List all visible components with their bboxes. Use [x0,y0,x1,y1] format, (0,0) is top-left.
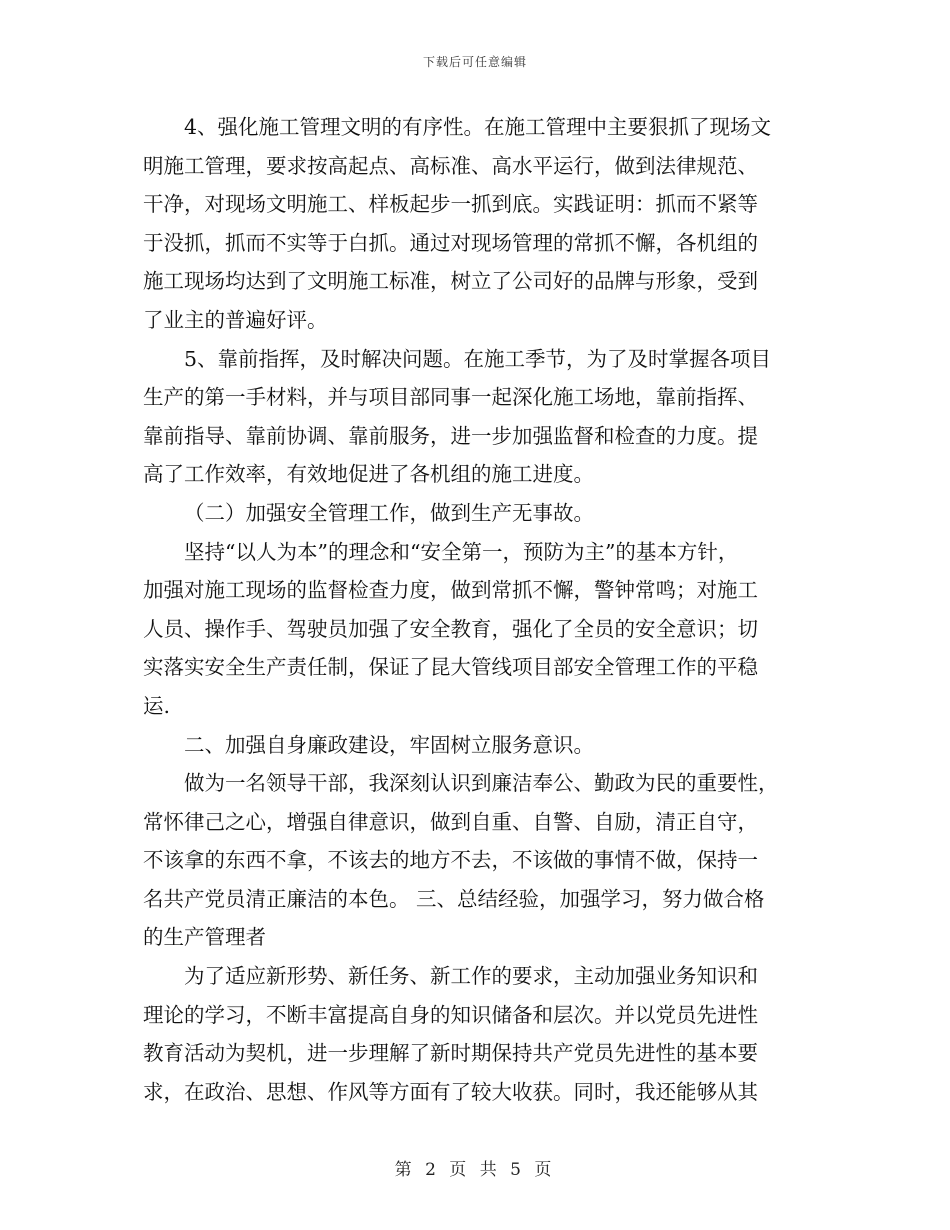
text-line: 生产的第一手材料，并与项目部同事一起深化施工场地，靠前指挥、 [143,385,758,410]
page-header: 下载后可任意编辑 [422,55,527,69]
text-line: 名共产党员清正廉洁的本色。 三、总结经验，加强学习，努力做合格 [143,886,765,911]
text-line: 二、加强自身廉政建设，牢固树立服务意识。 [184,732,594,757]
text-line: 不该拿的东西不拿，不该去的地方不去，不该做的事情不做，保持一 [143,848,758,873]
text-line: 4、强化施工管理文明的有序性。在施工管理中主要狠抓了现场文 [184,115,772,139]
section-heading-integrity [143,726,803,765]
paragraph-learning [143,957,803,1111]
text-line: （二）加强安全管理工作，做到生产无事故。 [184,500,594,525]
text-line: 5、靠前指挥，及时解决问题。在施工季节，为了及时掌握各项目 [184,346,772,371]
paragraph-frontline-command [143,340,803,494]
text-line: 做为一名领导干部，我深刻认识到廉洁奉公、勤政为民的重要性， [184,771,779,796]
paragraph-construction-management [143,108,803,340]
text-line: 常怀律己之心，增强自律意识，做到自重、自警、自励，清正自守， [143,809,758,834]
paragraph-integrity [143,764,803,957]
text-line: 教育活动为契机，进一步理解了新时期保持共产党员先进性的基本要 [143,1041,758,1066]
text-line: 干净，对现场文明施工、样板起步一抓到底。实践证明：抓而不紧等 [143,192,758,217]
page-number-footer: 第 2 页 共 5 页 [394,1160,556,1180]
text-line: 明施工管理，要求按高起点、高标准、高水平运行，做到法律规范、 [143,153,758,178]
text-line: 求，在政治、思想、作风等方面有了较大收获。同时，我还能够从其 [143,1079,758,1104]
text-line: 了业主的普遍好评。 [143,307,328,332]
text-line: 于没抓，抓而不实等于白抓。通过对现场管理的常抓不懈，各机组的 [143,230,758,255]
text-line: 理论的学习，不断丰富提高自身的知识储备和层次。并以党员先进性 [143,1002,758,1027]
text-line: 高了工作效率，有效地促进了各机组的施工进度。 [143,462,594,487]
text-line: 施工现场均达到了文明施工标准，树立了公司好的品牌与形象，受到 [143,269,758,294]
document-body [143,108,803,1111]
text-line: 靠前指导、靠前协调、靠前服务，进一步加强监督和检查的力度。提 [143,423,758,448]
section-heading-safety [143,494,803,533]
text-line: 坚持“以人为本”的理念和“安全第一，预防为主”的基本方针， [184,539,739,564]
text-line: 人员、操作手、驾驶员加强了安全教育，强化了全员的安全意识；切 [143,616,758,641]
text-line: 的生产管理者 [143,925,266,950]
paragraph-safety [143,533,803,726]
text-line: 加强对施工现场的监督检查力度，做到常抓不懈，警钟常鸣；对施工 [143,578,758,603]
text-line: 为了适应新形势、新任务、新工作的要求，主动加强业务知识和 [184,964,758,989]
text-line: 实落实安全生产责任制，保证了昆大管线项目部安全管理工作的平稳 [143,655,758,680]
text-line: 运. [143,693,171,718]
